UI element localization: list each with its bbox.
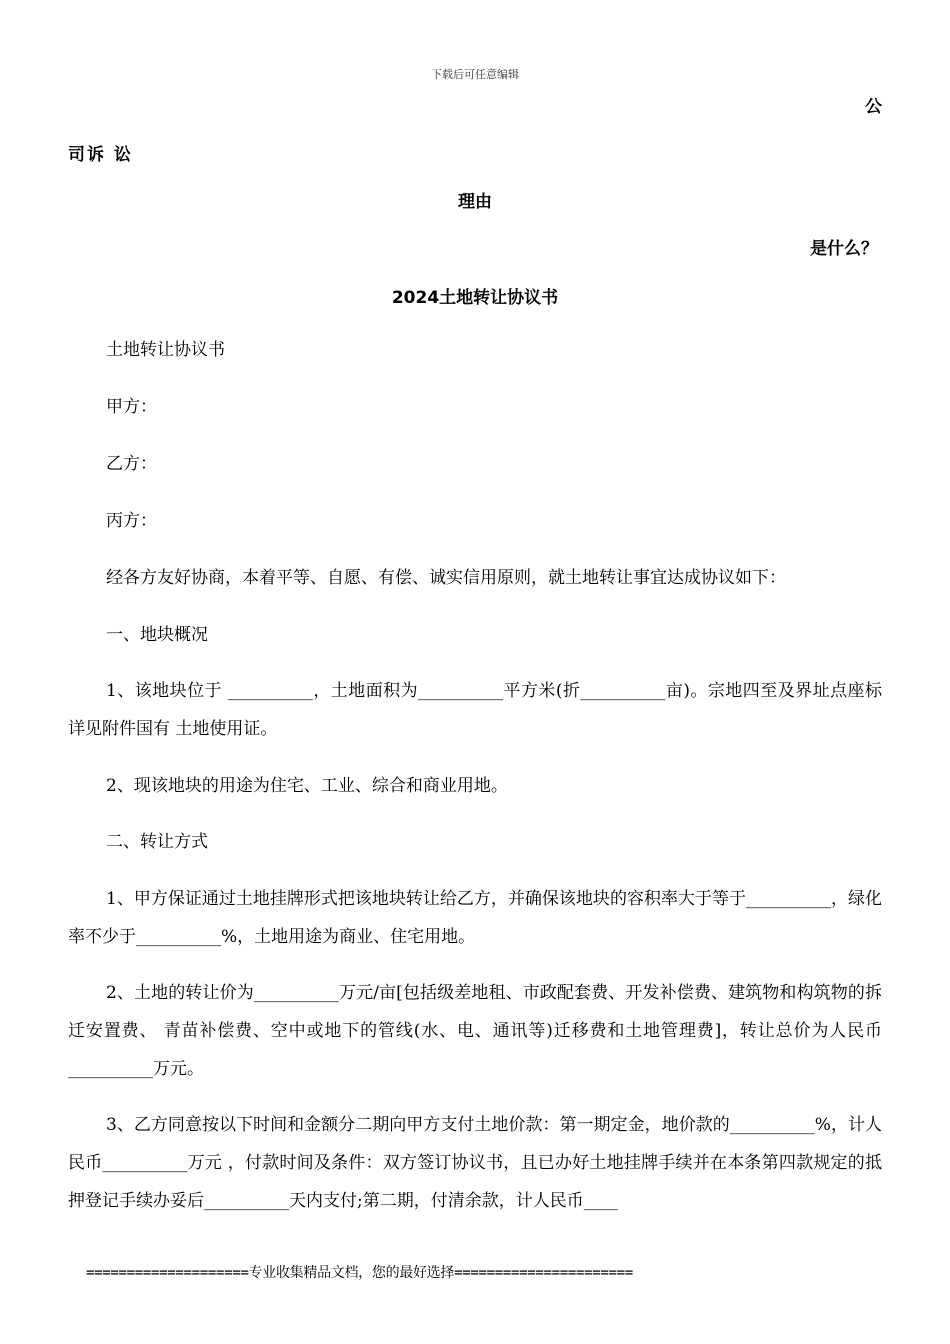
paragraph-party-b: 乙方： <box>106 454 157 474</box>
section-heading-plot-overview: 一、地块概况 <box>106 625 208 645</box>
heading-liyou: 理由 <box>458 192 492 212</box>
paragraph-party-c: 丙方： <box>106 511 157 531</box>
section-heading-transfer-method: 二、转让方式 <box>106 832 208 852</box>
paragraph-payment-terms: 3、乙方同意按以下时间和金额分二期向甲方支付土地价款：第一期定金，地价款的__________%，计人民币__________万元 ，付款时间及条件：双方签订协议书，且已办好土地挂牌手续并在本条第四款规定的抵押登记手续办妥后__________天内支付;第二期，付清余款，计人民币____ <box>68 1115 882 1211</box>
header-note: 下载后可任意编辑 <box>431 68 519 81</box>
paragraph-party-a: 甲方： <box>106 397 157 417</box>
paragraph-transfer-guarantee: 1、甲方保证通过土地挂牌形式把该地块转让给乙方，并确保该地块的容积率大于等于__________，绿化率不少于__________%，土地用途为商业、住宅用地。 <box>68 889 882 947</box>
heading-sisong: 司诉 讼 <box>68 145 133 165</box>
footer-banner: ====================专业收集精品文档，您的最好选择====================== <box>86 1265 633 1281</box>
paragraph-transfer-price: 2、土地的转让价为__________万元/亩[包括级差地租、市政配套费、开发补偿费、建筑物和构筑物的拆迁安置费、 青苗补偿费、空中或地下的管线(水、电、通讯等)迁移费和土地管理费]，转让总价为人民币__________万元。 <box>68 983 882 1079</box>
document-title: 2024土地转让协议书 <box>391 288 559 308</box>
paragraph-plot-location: 1、该地块位于 __________，土地面积为__________平方米(折__________亩)。宗地四至及界址点座标详见附件国有 土地使用证。 <box>68 681 882 739</box>
heading-question: 是什么？ <box>810 239 878 259</box>
paragraph-preamble: 经各方友好协商，本着平等、自愿、有偿、诚实信用原则，就土地转让事宜达成协议如下： <box>106 568 786 588</box>
paragraph-plot-usage: 2、现该地块的用途为住宅、工业、综合和商业用地。 <box>106 776 508 796</box>
heading-gong: 公 <box>865 97 882 117</box>
paragraph-subtitle: 土地转让协议书 <box>106 340 225 360</box>
